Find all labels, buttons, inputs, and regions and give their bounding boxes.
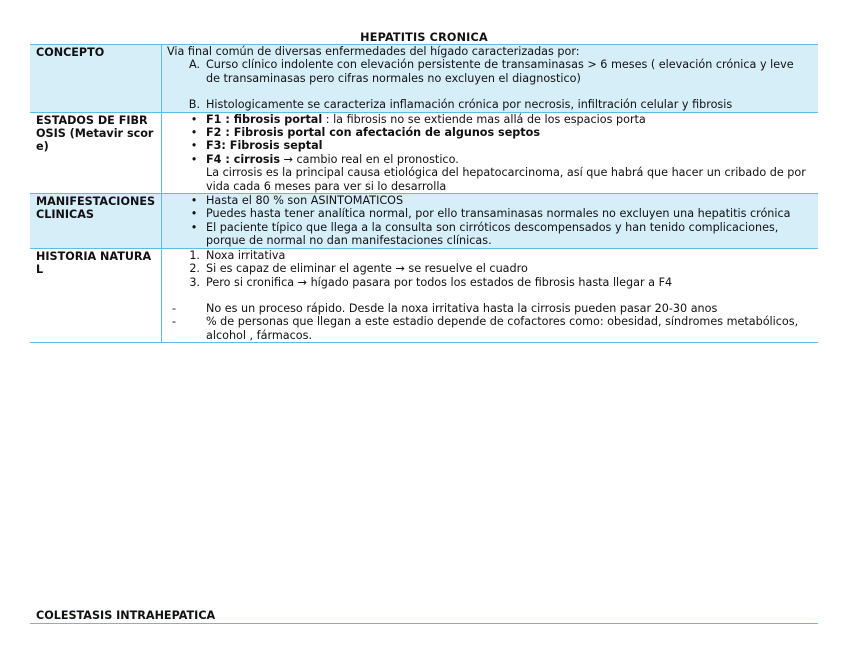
bullet-icon: • bbox=[190, 220, 198, 234]
list-text: Pero si cronifica → hígado pasara por todos los estados de fibrosis hasta llegar a F4 bbox=[206, 275, 673, 289]
row-historia bbox=[30, 248, 818, 342]
stage-desc: : la fibrosis no se extiende mas allá de los espacios porta bbox=[325, 112, 646, 126]
estados-note: La cirrosis es la principal causa etiológica del hepatocarcinoma, así que habrá que hacer un cribado de por vida cada 6 meses para ver si lo desarrolla bbox=[206, 166, 806, 193]
stage-name: F4 : cirrosis bbox=[206, 152, 281, 166]
list-marker: A. bbox=[188, 58, 200, 72]
list-item bbox=[167, 113, 810, 126]
bullet-icon: • bbox=[190, 126, 198, 140]
bullet-icon: • bbox=[190, 152, 198, 166]
bullet-icon: • bbox=[190, 139, 198, 153]
list-item bbox=[167, 58, 810, 85]
list-text: Histologicamente se caracteriza inflamación crónica por necrosis, infiltración celular y fibrosis bbox=[206, 98, 733, 112]
row-label-manifestaciones: MANIFESTACIONES CLINICAS bbox=[30, 194, 162, 249]
list-item bbox=[167, 302, 810, 315]
stage-name: F1 : fibrosis portal bbox=[206, 112, 323, 126]
list-text: Puedes hasta tener analítica normal, por ello transaminasas normales no excluyen una hepatitis crónica bbox=[206, 207, 791, 221]
list-text: Si es capaz de eliminar el agente → se resuelve el cuadro bbox=[206, 262, 528, 276]
list-marker: 2. bbox=[189, 262, 200, 276]
list-marker: 3. bbox=[189, 275, 200, 289]
hepatitis-table bbox=[30, 44, 818, 343]
row-body-manifestaciones bbox=[162, 194, 819, 249]
bullet-icon: • bbox=[190, 194, 198, 208]
row-body-estados bbox=[162, 112, 819, 193]
list-item bbox=[167, 153, 810, 166]
list-item bbox=[167, 276, 810, 289]
page-title: HEPATITIS CRONICA bbox=[360, 31, 488, 44]
row-manifestaciones bbox=[30, 194, 818, 249]
list-item bbox=[167, 98, 810, 111]
list-text: Hasta el 80 % son ASINTOMATICOS bbox=[206, 194, 404, 208]
row-concepto bbox=[30, 45, 818, 113]
row-body-historia bbox=[162, 248, 819, 342]
row-label-historia: HISTORIA NATURAL bbox=[30, 248, 162, 342]
row-estados bbox=[30, 112, 818, 193]
stage-name: F3: Fibrosis septal bbox=[206, 139, 323, 153]
stage-desc: → cambio real en el pronostico. bbox=[283, 152, 459, 166]
row-label-concepto: CONCEPTO bbox=[30, 45, 162, 113]
stage-name: F2 : Fibrosis portal con afectación de algunos septos bbox=[206, 126, 540, 140]
bullet-icon: • bbox=[190, 207, 198, 221]
list-text: No es un proceso rápido. Desde la noxa irritativa hasta la cirrosis pueden pasar 20-30 anos bbox=[206, 301, 718, 315]
dash-marker: - bbox=[172, 301, 177, 315]
row-body-concepto bbox=[162, 45, 819, 113]
dash-marker: - bbox=[172, 315, 177, 329]
section-heading-colestasis: COLESTASIS INTRAHEPATICA bbox=[30, 609, 818, 624]
list-item bbox=[167, 207, 810, 220]
list-marker: 1. bbox=[189, 248, 200, 262]
list-item bbox=[167, 249, 810, 262]
list-item bbox=[167, 262, 810, 275]
list-item bbox=[167, 194, 810, 207]
list-text: Curso clínico indolente con elevación persistente de transaminasas > 6 meses ( elevación crónica y leve de transaminasas pero cifras normales no excluyen el diagnostico) bbox=[206, 58, 794, 85]
bullet-icon: • bbox=[190, 112, 198, 126]
list-item bbox=[167, 139, 810, 152]
row-label-estados: ESTADOS DE FIBROSIS (Metavir score) bbox=[30, 112, 162, 193]
list-text: El paciente típico que llega a la consulta son cirróticos descompensados y han tenido complicaciones, porque de normal no dan manifestaciones clínicas. bbox=[206, 220, 779, 248]
concepto-intro: Via final común de diversas enfermedades del hígado caracterizadas por: bbox=[167, 45, 580, 58]
list-item bbox=[167, 315, 810, 342]
list-marker: B. bbox=[188, 98, 200, 112]
list-item bbox=[167, 221, 810, 248]
list-text: Noxa irritativa bbox=[206, 248, 286, 262]
list-text: % de personas que llegan a este estadio depende de cofactores como: obesidad, síndromes metabólicos, alcohol , fármacos. bbox=[206, 315, 799, 342]
list-item bbox=[167, 126, 810, 139]
